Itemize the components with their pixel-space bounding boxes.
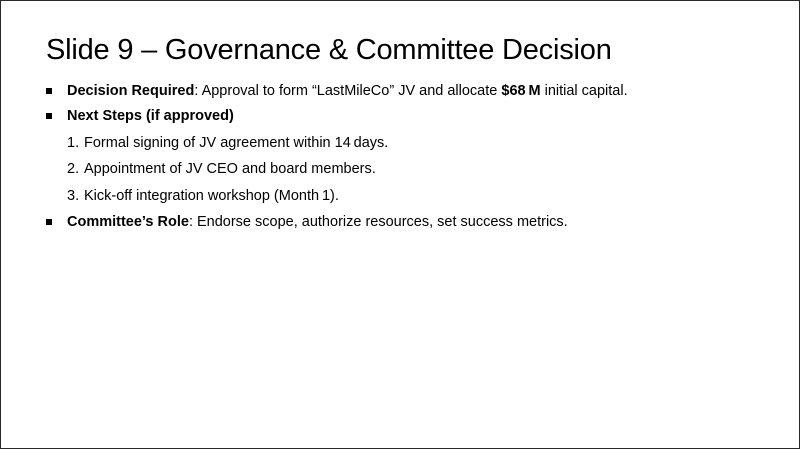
next-steps-label: Next Steps (if approved) — [67, 108, 234, 124]
bullet-next-steps — [46, 104, 786, 129]
role-label: Committee’s Role — [67, 213, 189, 230]
decision-label: Decision Required — [67, 83, 195, 99]
next-steps-sublist — [46, 131, 786, 209]
list-item — [46, 157, 786, 182]
next-steps-sublist-wrapper — [46, 131, 786, 209]
list-item-text: Kick-off integration workshop (Month 1). — [84, 187, 339, 204]
list-item-text: Formal signing of JV agreement within 14 days. — [84, 134, 389, 151]
square-bullet-icon — [46, 88, 52, 94]
list-item-text: Appointment of JV CEO and board members. — [84, 161, 376, 177]
square-bullet-icon — [46, 113, 52, 119]
list-item — [46, 184, 786, 209]
list-item-number: 3. — [67, 187, 80, 204]
decision-text-end: initial capital. — [540, 83, 628, 99]
list-item-number: 1. — [67, 134, 80, 151]
list-item — [46, 131, 786, 156]
bullet-list — [46, 79, 786, 235]
bullet-decision-required — [46, 79, 786, 104]
bullet-committee-role — [46, 210, 786, 235]
list-item-number: 2. — [67, 161, 80, 177]
slide-title: Slide 9 – Governance & Committee Decision — [46, 34, 612, 66]
square-bullet-icon — [46, 219, 52, 225]
decision-amount: $68 M — [501, 83, 541, 99]
decision-text: : Approval to form “LastMileCo” JV and allocate — [194, 83, 502, 99]
role-text: : Endorse scope, authorize resources, set success metrics. — [188, 213, 568, 230]
